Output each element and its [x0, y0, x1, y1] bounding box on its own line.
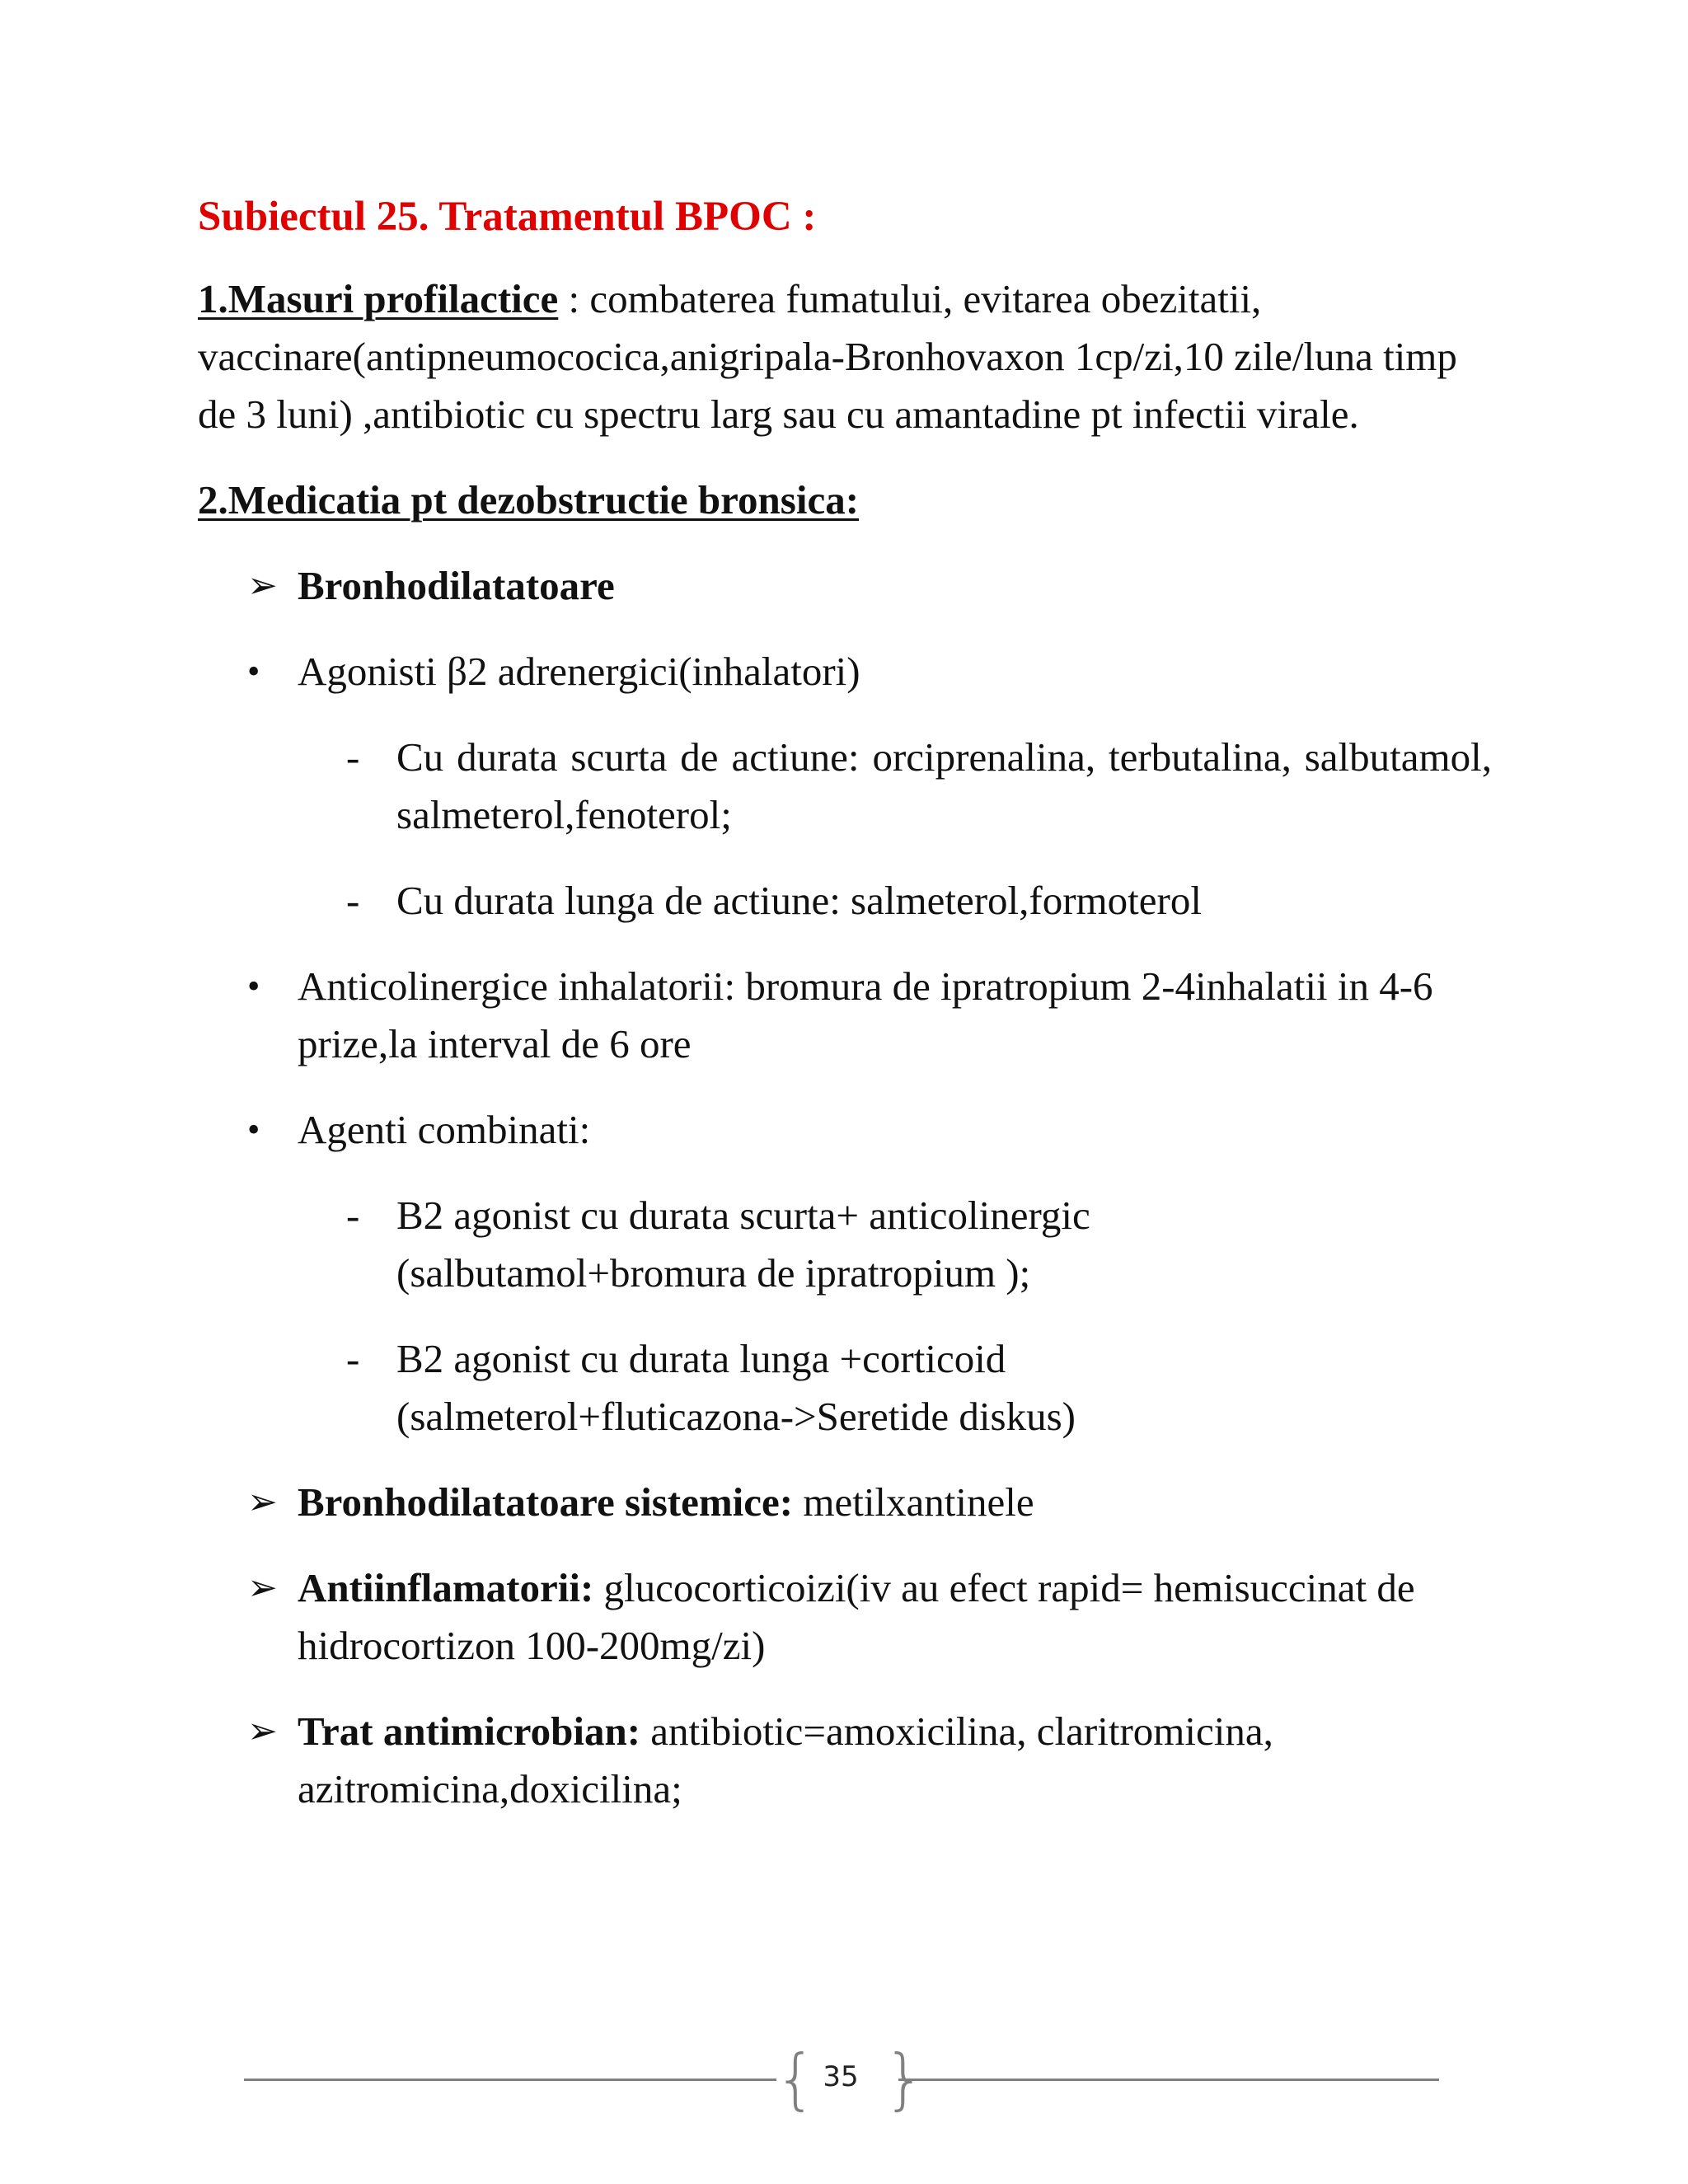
footer-rule-left: [244, 2079, 776, 2081]
list-item-sistemice: [198, 1474, 1492, 1531]
list-item-agonisti: [198, 643, 1492, 701]
bullet-icon: •: [247, 651, 260, 691]
list-item-combo2: [198, 1330, 1492, 1446]
arrow-bullet-icon: ➢: [247, 565, 278, 606]
bullet-icon: •: [247, 1109, 260, 1150]
item-text: metilxantinele: [793, 1479, 1034, 1525]
item-text: Cu durata scurta de actiune: orciprenalina, terbutalina, salbutamol, salmeterol,fenoterol;: [396, 734, 1492, 837]
item-label: Antiinflamatorii:: [298, 1565, 594, 1610]
list-item-bronhodilatatoare: [198, 557, 1492, 615]
footer-rule-right: [898, 2079, 1439, 2081]
item-text: antibiotic=amoxicilina, claritromicina, azitromicina,doxicilina;: [298, 1708, 1273, 1811]
document-page: [198, 188, 1492, 1846]
list-item-antimicrobian: [198, 1703, 1492, 1818]
item-text: glucocorticoizi(iv au efect rapid= hemisuccinat de hidrocortizon 100-200mg/zi): [298, 1565, 1415, 1668]
item-label: Trat antimicrobian:: [298, 1708, 641, 1754]
bullet-icon: •: [247, 966, 260, 1006]
page-title: Subiectul 25. Tratamentul BPOC :: [198, 194, 817, 240]
item-text-line1: B2 agonist cu durata scurta+ anticolinergic: [396, 1193, 1090, 1238]
section1-text: : combaterea fumatului, evitarea obezitatii, vaccinare(antipneumococica,anigripala-Bronhovaxon 1cp/zi,10 zile/luna timp de 3 luni) ,antibiotic cu spectru larg sau cu amantadine pt infectii virale.: [198, 276, 1457, 437]
list-item-anticolinergice: [198, 958, 1492, 1073]
dash-icon: -: [346, 734, 360, 780]
item-text-line2: (salmeterol+fluticazona->Seretide diskus): [396, 1394, 1076, 1439]
section1-paragraph: [198, 270, 1492, 443]
item-text: Cu durata lunga de actiune: salmeterol,formoterol: [396, 878, 1202, 923]
item-text: Agenti combinati:: [298, 1107, 591, 1152]
arrow-bullet-icon: ➢: [247, 1482, 278, 1522]
section2-paragraph: [198, 471, 1492, 529]
dash-icon: -: [346, 878, 360, 923]
item-text-line2: (salbutamol+bromura de ipratropium );: [396, 1250, 1031, 1296]
list-item-lunga: [198, 872, 1492, 930]
item-label: Bronhodilatatoare sistemice:: [298, 1479, 794, 1525]
item-text-line1: B2 agonist cu durata lunga +corticoid: [396, 1336, 1006, 1381]
item-label: Bronhodilatatoare: [298, 563, 615, 608]
footer-brace-right: }: [884, 2041, 926, 2117]
arrow-bullet-icon: ➢: [247, 1568, 278, 1608]
list-item-combo1: [198, 1187, 1492, 1302]
section2-heading: 2.Medicatia pt dezobstructie bronsica:: [198, 477, 860, 523]
list-item-antiinflamatorii: [198, 1559, 1492, 1675]
arrow-bullet-icon: ➢: [247, 1711, 278, 1751]
item-text: Agonisti β2 adrenergici(inhalatori): [298, 649, 860, 694]
list-item-agenti: [198, 1101, 1492, 1159]
item-text: Anticolinergice inhalatorii: bromura de ipratropium 2-4inhalatii in 4-6 prize,la interval de 6 ore: [298, 963, 1433, 1066]
section1-heading: 1.Masuri profilactice: [198, 276, 559, 321]
dash-icon: -: [346, 1193, 360, 1238]
dash-icon: -: [346, 1336, 360, 1381]
page-number: 35: [823, 2060, 859, 2093]
list-item-scurta: [198, 729, 1492, 844]
footer-brace-left: {: [775, 2041, 817, 2117]
